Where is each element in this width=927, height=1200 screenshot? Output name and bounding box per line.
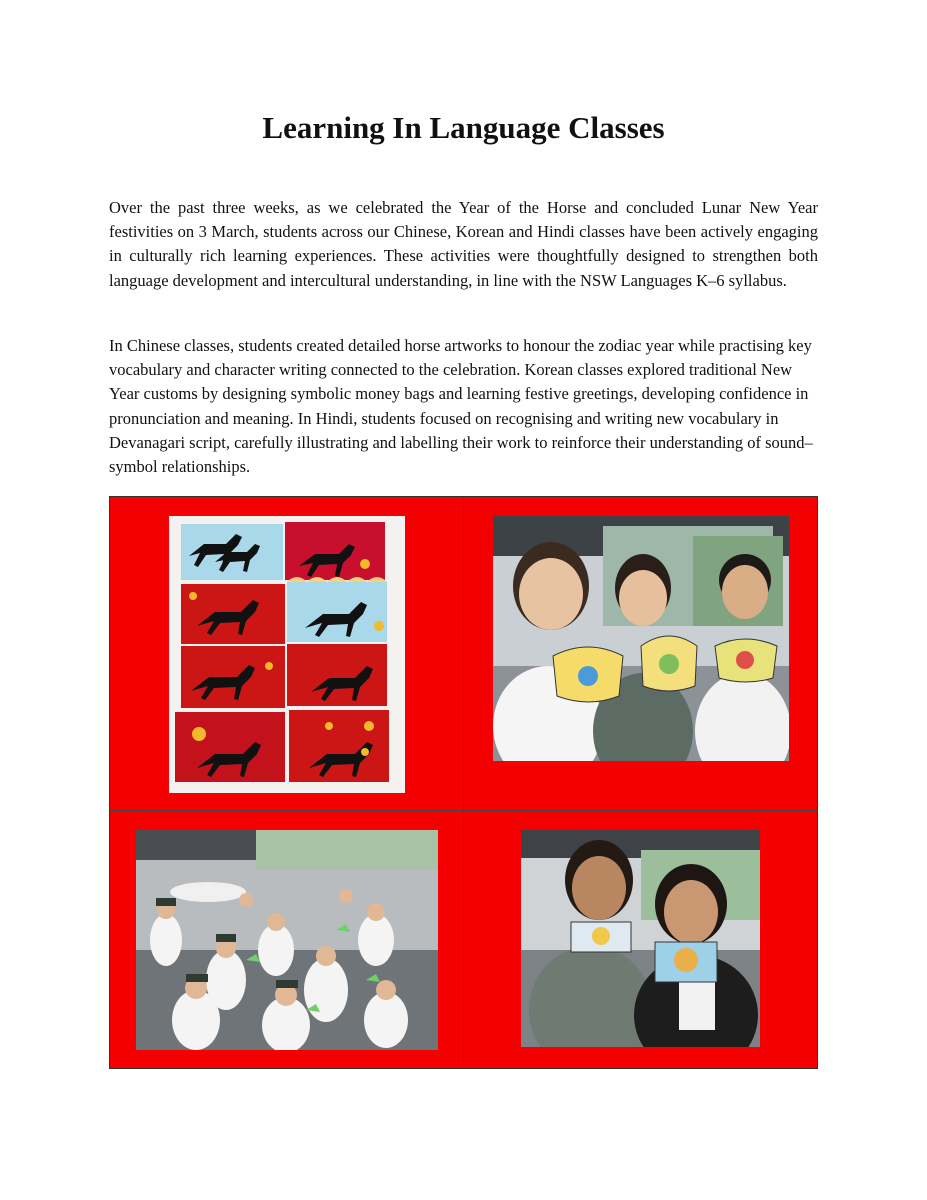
activities-paragraph: In Chinese classes, students created detailed horse artworks to honour the zodiac year while practising key vocabulary and character writing connected to the celebration. Korean classes explored traditional New Year customs by designing symbolic money bags and learning festive greetings, developing confidence in pronunciation and meaning. In Hindi, students focused on recognising and writing new vocabulary in Devanagari script, carefully illustrating and labelling their work to reinforce their understanding of sound–symbol relationships. <box>109 336 813 477</box>
photo-cell-two-students <box>464 811 817 1068</box>
students-money-bags-photo <box>493 516 789 761</box>
intro-paragraph: Over the past three weeks, as we celebrated the Year of the Horse and concluded Lunar New Year festivities on 3 March, students across our Chinese, Korean and Hindi classes have been actively engaging in culturally rich learning experiences. These activities were thoughtfully designed to strengthen both language development and intercultural understanding, in line with the NSW Languages K–6 syllabus. <box>109 198 818 290</box>
page-title: Learning In Language Classes <box>262 110 665 145</box>
two-students-artwork-photo <box>521 830 760 1047</box>
photo-cell-horse-artworks <box>110 497 464 811</box>
horse-artworks-photo <box>169 516 405 793</box>
photo-cell-class-group <box>110 811 464 1068</box>
photo-cell-students-money-bags <box>464 497 817 811</box>
class-group-photo <box>136 830 438 1050</box>
photo-grid <box>109 496 818 1069</box>
